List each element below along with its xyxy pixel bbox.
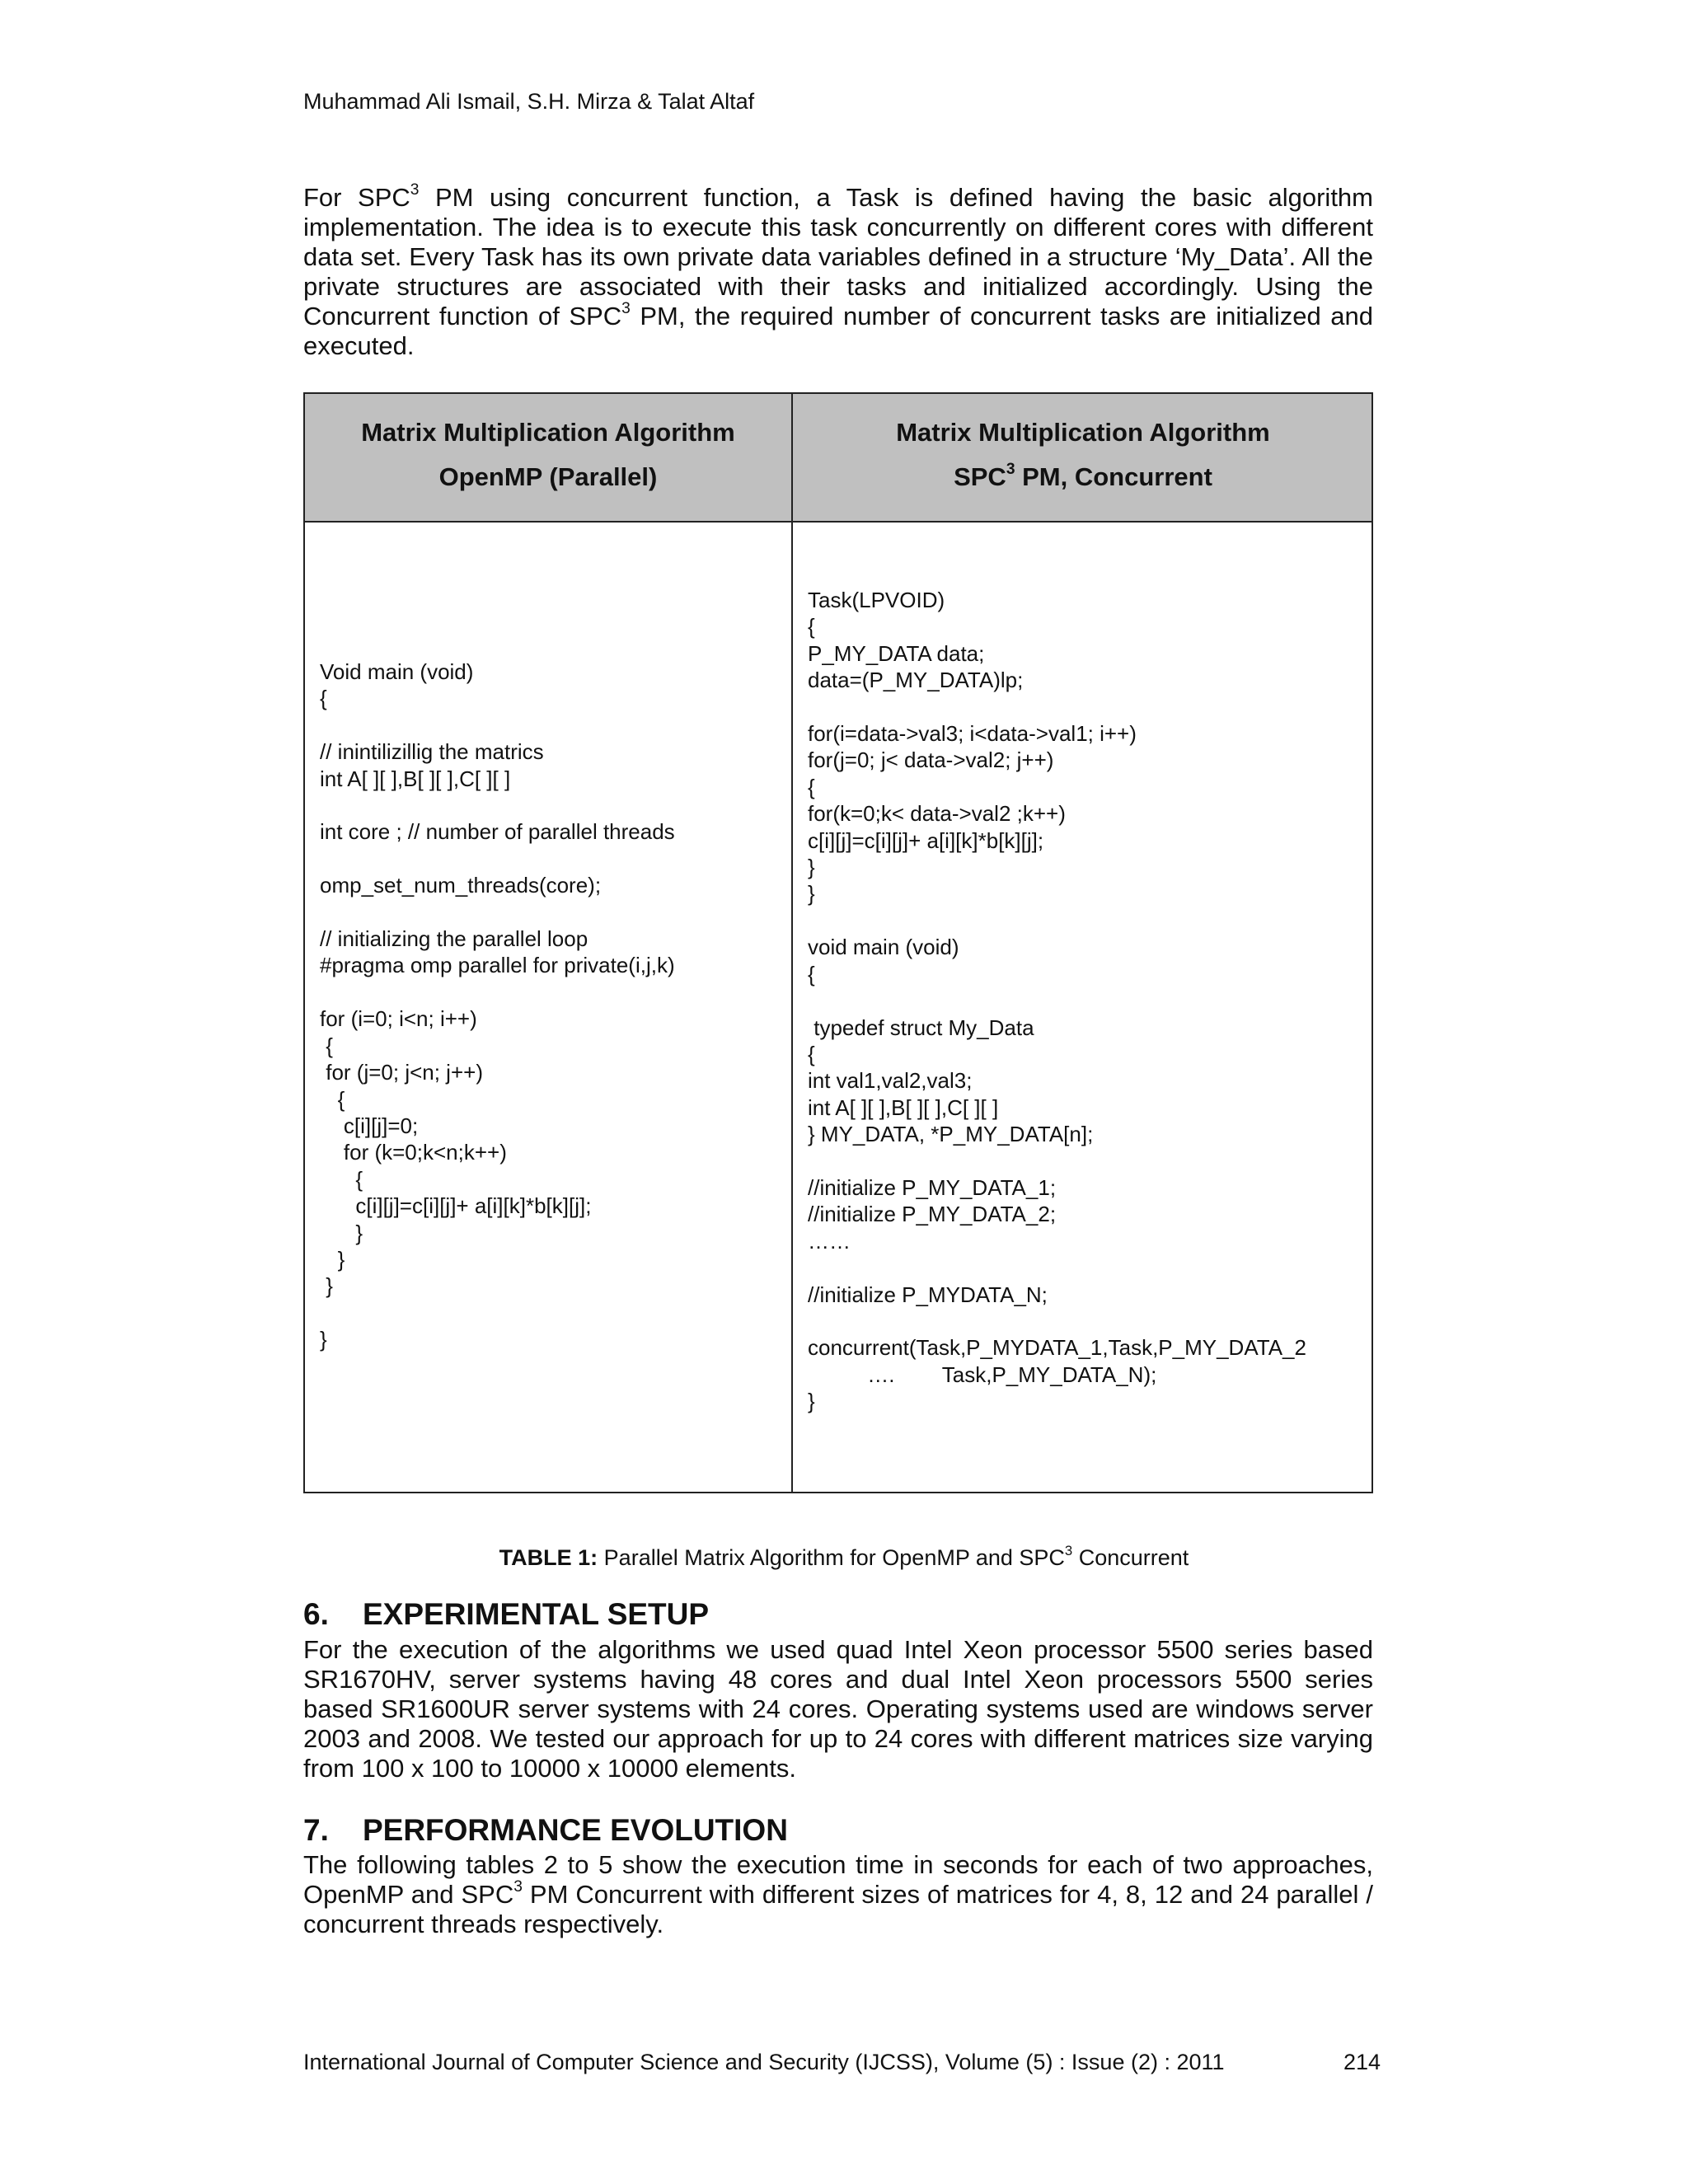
caption-text: Parallel Matrix Algorithm for OpenMP and SPC (598, 1545, 1065, 1570)
table-column-divider (791, 394, 793, 1492)
superscript: 3 (621, 299, 631, 317)
section-heading-6: 6. EXPERIMENTAL SETUP (303, 1597, 710, 1631)
caption-text-2: Concurrent (1072, 1545, 1189, 1570)
table-header-openmp (305, 394, 791, 521)
page-number: 214 (1343, 2050, 1381, 2074)
caption-label: TABLE 1: (499, 1545, 598, 1570)
section-6-paragraph: For the execution of the algorithms we used quad Intel Xeon processor 5500 series based SR1670HV, server systems having 48 cores and dual Intel Xeon processors 5500 series based SR1600UR server systems with 24 cores. Operating systems used are windows server 2003 and 2008. We tested our approach for up to 24 cores with different matrices size varying from 100 x 100 to 10000 x 10000 elements. (303, 1635, 1373, 1783)
header-subtitle: OpenMP (Parallel) (438, 462, 658, 491)
intro-paragraph (303, 180, 1374, 361)
section-heading-7: 7. PERFORMANCE EVOLUTION (303, 1813, 788, 1847)
superscript: 3 (513, 1877, 523, 1896)
superscript: 3 (1006, 460, 1015, 478)
section-7-text-1: The following tables 2 to 5 show the execution time in seconds for each of two approaches, OpenMP and SPC (303, 1850, 1373, 1909)
superscript: 3 (1064, 1542, 1073, 1558)
table-caption (0, 1542, 1688, 1571)
header-title: Matrix Multiplication Algorithm (896, 418, 1270, 447)
running-header-authors: Muhammad Ali Ismail, S.H. Mirza & Talat Altaf (303, 89, 755, 114)
journal-footer: International Journal of Computer Science and Security (IJCSS), Volume (5) : Issue (2) : 2011 (303, 2050, 1225, 2074)
spc3-code: Task(LPVOID) { P_MY_DATA data; data=(P_MY_DATA)lp; for(i=data->val3; i<data->val1; i++) for(j=0; j< data->val2; j++) { for(k=0;k< data->val2 ;k++) c[i][j]=c[i][j]+ a[i][k]*b[k][j]; } } void main (void) { typedef struct My_Data { int val1,val2,val3; int A[ ][ ],B[ ][ ],C[ ][ ] } MY_DATA, *P_MY_DATA[n]; //initialize P_MY_DATA_1; //initialize P_MY_DATA_2; …… //initialize P_MYDATA_N; concurrent(Task,P_MYDATA_1,Task,P_MY_DATA_2 …. Task,P_MY_DATA_N); } (808, 588, 1306, 1414)
superscript: 3 (410, 180, 420, 199)
header-subtitle-b: PM, Concurrent (1015, 462, 1212, 491)
table-header-spc3 (793, 394, 1373, 521)
algorithm-table (303, 392, 1373, 1493)
header-subtitle-a: SPC (954, 462, 1006, 491)
intro-text-3: PM, the required number of concurrent tasks are initialized and executed. (303, 302, 1374, 360)
header-title: Matrix Multiplication Algorithm (361, 418, 735, 447)
header-subtitle (793, 455, 1373, 499)
section-7-text-2: PM Concurrent with different sizes of matrices for 4, 8, 12 and 24 parallel / concurrent threads respectively. (303, 1880, 1373, 1938)
intro-text-2: PM using concurrent function, a Task is defined having the basic algorithm implementation. The idea is to execute this task concurrently on different cores with different data set. Every Task has its own private data variables defined in a structure ‘My_Data’. All the private structures are associated with their tasks and initialized accordingly. Using the Concurrent function of SPC (303, 183, 1373, 330)
openmp-code: Void main (void) { // inintilizillig the matrics int A[ ][ ],B[ ][ ],C[ ][ ] int core ; // number of parallel threads omp_set_num_threads(core); // initializing the parallel loop #pragma omp parallel for private(i,j,k) for (i=0; i<n; i++) { for (j=0; j<n; j++) { c[i][j]=0; for (k=0;k<n;k++) { c[i][j]=c[i][j]+ a[i][k]*b[k][j]; } } } } (320, 659, 675, 1352)
intro-text-1: For SPC (303, 183, 410, 212)
section-7-paragraph (303, 1850, 1373, 1939)
